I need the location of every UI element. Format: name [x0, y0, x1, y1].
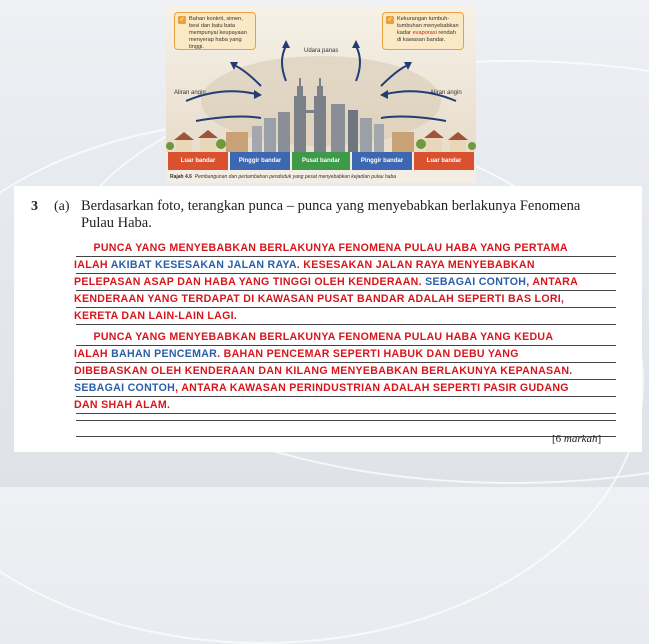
answer-line: [74, 259, 535, 271]
question-text: Berdasarkan foto, terangkan punca – punca yang menyebabkan berlakunya Fenomena Pulau Haba.: [81, 198, 581, 231]
caption-text: Pembangunan dan pertambahan penduduk yang pesat menyebabkan kejadian pulau haba: [194, 174, 397, 180]
label-hot-air: Udara panas: [304, 48, 339, 54]
label-wind-right: Aliran angin: [430, 90, 462, 96]
answer-line: [74, 293, 564, 305]
marks-word: markah: [563, 433, 598, 445]
answer-rule: [76, 413, 616, 414]
answer-line: [74, 276, 578, 288]
zone-suburb-left: Pinggir bandar: [230, 152, 290, 170]
answer-text: DIBEBASKAN OLEH KENDERAAN DAN KILANG MENYEBABKAN BERLAKUNYA KEPANASAN.: [74, 365, 573, 377]
check-icon: ✓: [179, 17, 185, 23]
answer-rule: [76, 290, 616, 291]
answer-rule: [76, 379, 616, 380]
zone-suburb-right: Pinggir bandar: [352, 152, 412, 170]
zone-rural-right: Luar bandar: [414, 152, 474, 170]
question-number: 3: [31, 199, 38, 214]
answer-keyword: AKIBAT KESESAKAN JALAN RAYA: [110, 259, 297, 271]
answer-line: [74, 310, 237, 322]
answer-text: PUNCA YANG MENYEBABKAN BERLAKUNYA FENOMENA PULAU HABA YANG KEDUA: [74, 331, 554, 343]
answer-rule: [76, 362, 616, 363]
answer-line: [74, 382, 569, 394]
answer-line: [74, 331, 553, 343]
question-sheet: [14, 186, 642, 452]
answer-text: IALAH: [74, 348, 112, 360]
callout-right-text-end: rendah di kawasan bandar.: [397, 30, 456, 43]
marks-label: [6 markah]: [552, 433, 602, 445]
answer-text: . KESESAKAN JALAN RAYA MENYEBABKAN: [296, 259, 535, 271]
answer-rule: [76, 420, 616, 421]
callout-right: [382, 12, 464, 50]
callout-left: [174, 12, 256, 50]
answer-rule: [76, 256, 616, 257]
zone-rural-left: Luar bandar: [168, 152, 228, 170]
answer-rule: [76, 324, 616, 325]
callout-right-highlight: evaporasi: [412, 30, 437, 36]
answer-text: KENDERAAN YANG TERDAPAT DI KAWASAN PUSAT BANDAR ADALAH SEPERTI BAS LORI,: [74, 293, 565, 305]
zone-city-centre: Pusat bandar: [292, 152, 350, 170]
answer-line: [74, 242, 568, 254]
answer-rule: [76, 436, 616, 437]
answer-text: PUNCA YANG MENYEBABKAN BERLAKUNYA FENOMENA PULAU HABA YANG PERTAMA: [74, 242, 568, 254]
caption-label: Rajah 4.6: [170, 174, 192, 180]
answer-text: , ANTARA KAWASAN PERINDUSTRIAN ADALAH SEPERTI PASIR GUDANG: [175, 382, 569, 394]
answer-rule: [76, 396, 616, 397]
answer-text: IALAH: [74, 259, 111, 271]
answer-text: , ANTARA: [526, 276, 579, 288]
answer-rule: [76, 273, 616, 274]
answer-keyword: SEBAGAI CONTOH: [74, 382, 176, 394]
answer-keyword: BAHAN PENCEMAR: [111, 348, 218, 360]
callout-left-text: Bahan konkrit, simen, besi dan batu bata mempunyai keupayaan menyerap haba yang tinggi.: [189, 16, 247, 50]
answer-text: KERETA DAN LAIN-LAIN LAGI.: [74, 310, 238, 322]
check-icon: ✓: [387, 17, 393, 23]
callout-right-text: Kekurangan tumbuh-tumbuhan menyebabkan kadar: [397, 16, 459, 36]
label-wind-left: Aliran angin: [174, 90, 206, 96]
answer-keyword: SEBAGAI CONTOH: [425, 276, 527, 288]
answer-line: [74, 399, 170, 411]
heat-island-figure: [166, 6, 476, 183]
marks-number: 6: [555, 433, 562, 445]
answer-text: . BAHAN PENCEMAR SEPERTI HABUK DAN DEBU YANG: [217, 348, 519, 360]
figure-caption: [170, 174, 396, 180]
answer-text: PELEPASAN ASAP DAN HABA YANG TINGGI OLEH KENDERAAN.: [74, 276, 426, 288]
question-part: (a): [54, 199, 70, 214]
answer-rule: [76, 307, 616, 308]
answer-rule: [76, 345, 616, 346]
answer-line: [74, 348, 519, 360]
answer-text: DAN SHAH ALAM.: [74, 399, 171, 411]
answer-line: [74, 365, 573, 377]
